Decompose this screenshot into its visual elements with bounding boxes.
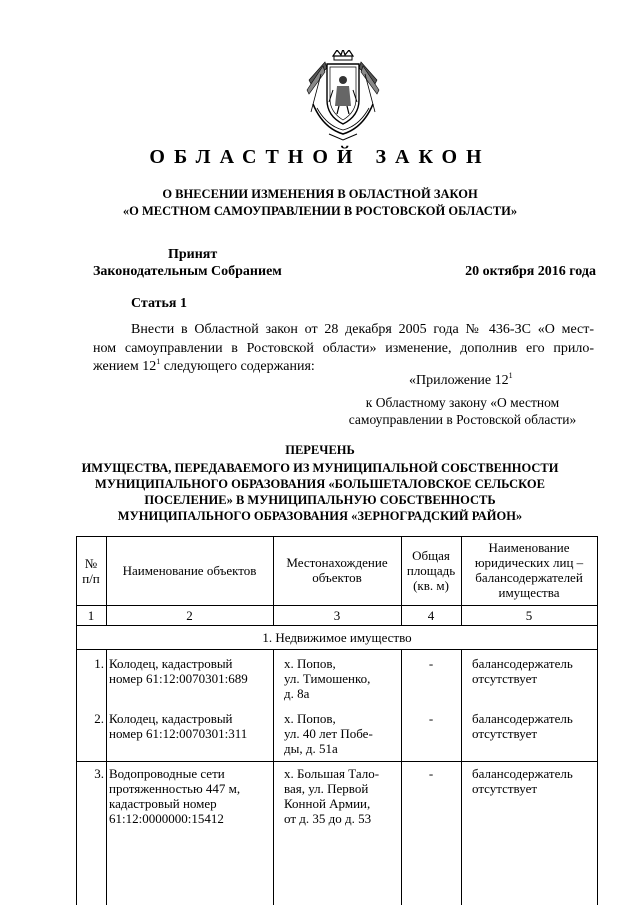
column-number: 4 xyxy=(427,608,435,623)
table-border xyxy=(106,649,107,905)
column-number: 2 xyxy=(186,608,193,623)
row-name-line: 61:12:0000000:15412 xyxy=(109,811,224,826)
header-holder-line3: балансодержателей xyxy=(475,570,583,585)
article-heading: Статья 1 xyxy=(131,296,187,311)
header-num xyxy=(76,556,106,586)
row-location-line: ул. 40 лет Побе- xyxy=(284,726,373,741)
row-location xyxy=(284,656,400,701)
header-holder-line2: юридических лиц – xyxy=(474,555,584,570)
section-title: 1. Недвижимое имущество xyxy=(262,630,412,645)
list-title: ПЕРЕЧЕНЬ xyxy=(285,443,355,457)
accepted-label: Принят xyxy=(168,247,218,262)
row-location-line: от д. 35 до д. 53 xyxy=(284,811,372,826)
coat-of-arms-icon xyxy=(303,50,383,142)
row-location-line: вая, ул. Первой xyxy=(284,781,369,796)
row-name xyxy=(109,656,272,686)
header-location-line1: Местонахождение xyxy=(286,555,388,570)
row-name-line: номер 61:12:0070301:311 xyxy=(109,726,248,741)
table-border xyxy=(76,605,598,606)
row-name-line: номер 61:12:0070301:689 xyxy=(109,671,248,686)
row-holder xyxy=(472,766,596,796)
law-subtitle-line1: О ВНЕСЕНИИ ИЗМЕНЕНИЯ В ОБЛАСТНОЙ ЗАКОН xyxy=(162,187,478,201)
row-area: - xyxy=(428,656,434,671)
row-area: - xyxy=(428,711,434,726)
row-holder xyxy=(472,711,596,741)
table-border xyxy=(273,649,274,905)
row-name-line: Колодец, кадастровый xyxy=(109,656,233,671)
header-area xyxy=(401,548,461,593)
row-holder-line: отсутствует xyxy=(472,781,538,796)
column-number: 5 xyxy=(525,608,533,623)
list-subtitle-line2: МУНИЦИПАЛЬНОГО ОБРАЗОВАНИЯ «БОЛЬШЕТАЛОВСКОЕ СЕЛЬСКОЕ xyxy=(95,477,545,491)
row-name xyxy=(109,766,272,826)
row-location-line: х. Попов, xyxy=(284,711,336,726)
header-holder-line1: Наименование xyxy=(488,540,570,555)
row-location xyxy=(284,711,400,756)
appendix-line1: к Областному закону «О местном xyxy=(365,395,560,410)
column-number: 3 xyxy=(333,608,341,623)
table-border xyxy=(76,625,598,626)
row-location xyxy=(284,766,400,826)
header-holder-line4: имущества xyxy=(498,585,560,600)
row-location-line: Конной Армии, xyxy=(284,796,371,811)
header-area-line1: Общая xyxy=(412,548,450,563)
table-border xyxy=(76,761,598,762)
row-holder-line: балансодержатель xyxy=(472,711,573,726)
article-text-line2: ном самоуправлении в Ростовской области» изменение, дополнив его прило- xyxy=(93,341,594,356)
superscript: 1 xyxy=(508,371,513,380)
row-number: 3. xyxy=(94,766,104,781)
header-area-line2: площадь xyxy=(406,563,456,578)
row-holder-line: балансодержатель xyxy=(472,766,573,781)
superscript: 1 xyxy=(156,357,161,366)
row-location-line: х. Попов, xyxy=(284,656,336,671)
header-area-line3: (кв. м) xyxy=(413,578,449,593)
row-location-line: х. Большая Тало- xyxy=(284,766,380,781)
row-name-line: Колодец, кадастровый xyxy=(109,711,233,726)
article-text-line1: Внести в Областной закон от 28 декабря 2005 года № 436-ЗС «О мест- xyxy=(131,322,594,337)
row-location-line: ул. Тимошенко, xyxy=(284,671,371,686)
row-name xyxy=(109,711,272,741)
row-name-line: кадастровый номер xyxy=(109,796,217,811)
acceptance-date: 20 октября 2016 года xyxy=(465,264,596,279)
appendix-title-text: «Приложение 12 xyxy=(409,373,509,388)
table-border xyxy=(597,536,598,905)
article-text-line3 xyxy=(93,359,315,375)
header-name: Наименование объектов xyxy=(122,563,257,578)
row-name-line: Водопроводные сети xyxy=(109,766,225,781)
row-name-line: протяженностью 447 м, xyxy=(109,781,241,796)
list-subtitle-line1: ИМУЩЕСТВА, ПЕРЕДАВАЕМОГО ИЗ МУНИЦИПАЛЬНОЙ СОБСТВЕННОСТИ xyxy=(81,461,559,475)
list-subtitle-line3: ПОСЕЛЕНИЕ» В МУНИЦИПАЛЬНУЮ СОБСТВЕННОСТЬ xyxy=(144,493,496,507)
table-border xyxy=(76,536,598,537)
law-title: ОБЛАСТНОЙ ЗАКОН xyxy=(149,146,491,168)
row-location-line: ды, д. 51а xyxy=(284,741,338,756)
article-text-line3-start: жением 12 xyxy=(93,359,157,374)
header-holder xyxy=(461,540,597,600)
law-subtitle-line2: «О МЕСТНОМ САМОУПРАВЛЕНИИ В РОСТОВСКОЙ ОБЛАСТИ» xyxy=(122,204,518,218)
header-location xyxy=(273,555,401,585)
header-num-line2: п/п xyxy=(82,571,100,586)
article-text-line3-end: следующего содержания: xyxy=(160,359,315,374)
row-holder-line: отсутствует xyxy=(472,726,538,741)
table-border xyxy=(461,649,462,905)
row-holder-line: отсутствует xyxy=(472,671,538,686)
appendix-line2: самоуправлении в Ростовской области» xyxy=(348,412,577,427)
row-number: 2. xyxy=(94,711,104,726)
row-location-line: д. 8а xyxy=(284,686,310,701)
header-num-line1: № xyxy=(84,556,98,571)
column-number: 1 xyxy=(87,608,95,623)
appendix-title xyxy=(409,373,513,389)
assembly-label: Законодательным Собранием xyxy=(93,264,282,279)
row-number: 1. xyxy=(94,656,104,671)
header-location-line2: объектов xyxy=(312,570,362,585)
row-holder xyxy=(472,656,596,686)
row-area: - xyxy=(428,766,434,781)
row-holder-line: балансодержатель xyxy=(472,656,573,671)
table-border xyxy=(76,649,598,650)
list-subtitle-line4: МУНИЦИПАЛЬНОГО ОБРАЗОВАНИЯ «ЗЕРНОГРАДСКИЙ РАЙОН» xyxy=(117,509,523,523)
